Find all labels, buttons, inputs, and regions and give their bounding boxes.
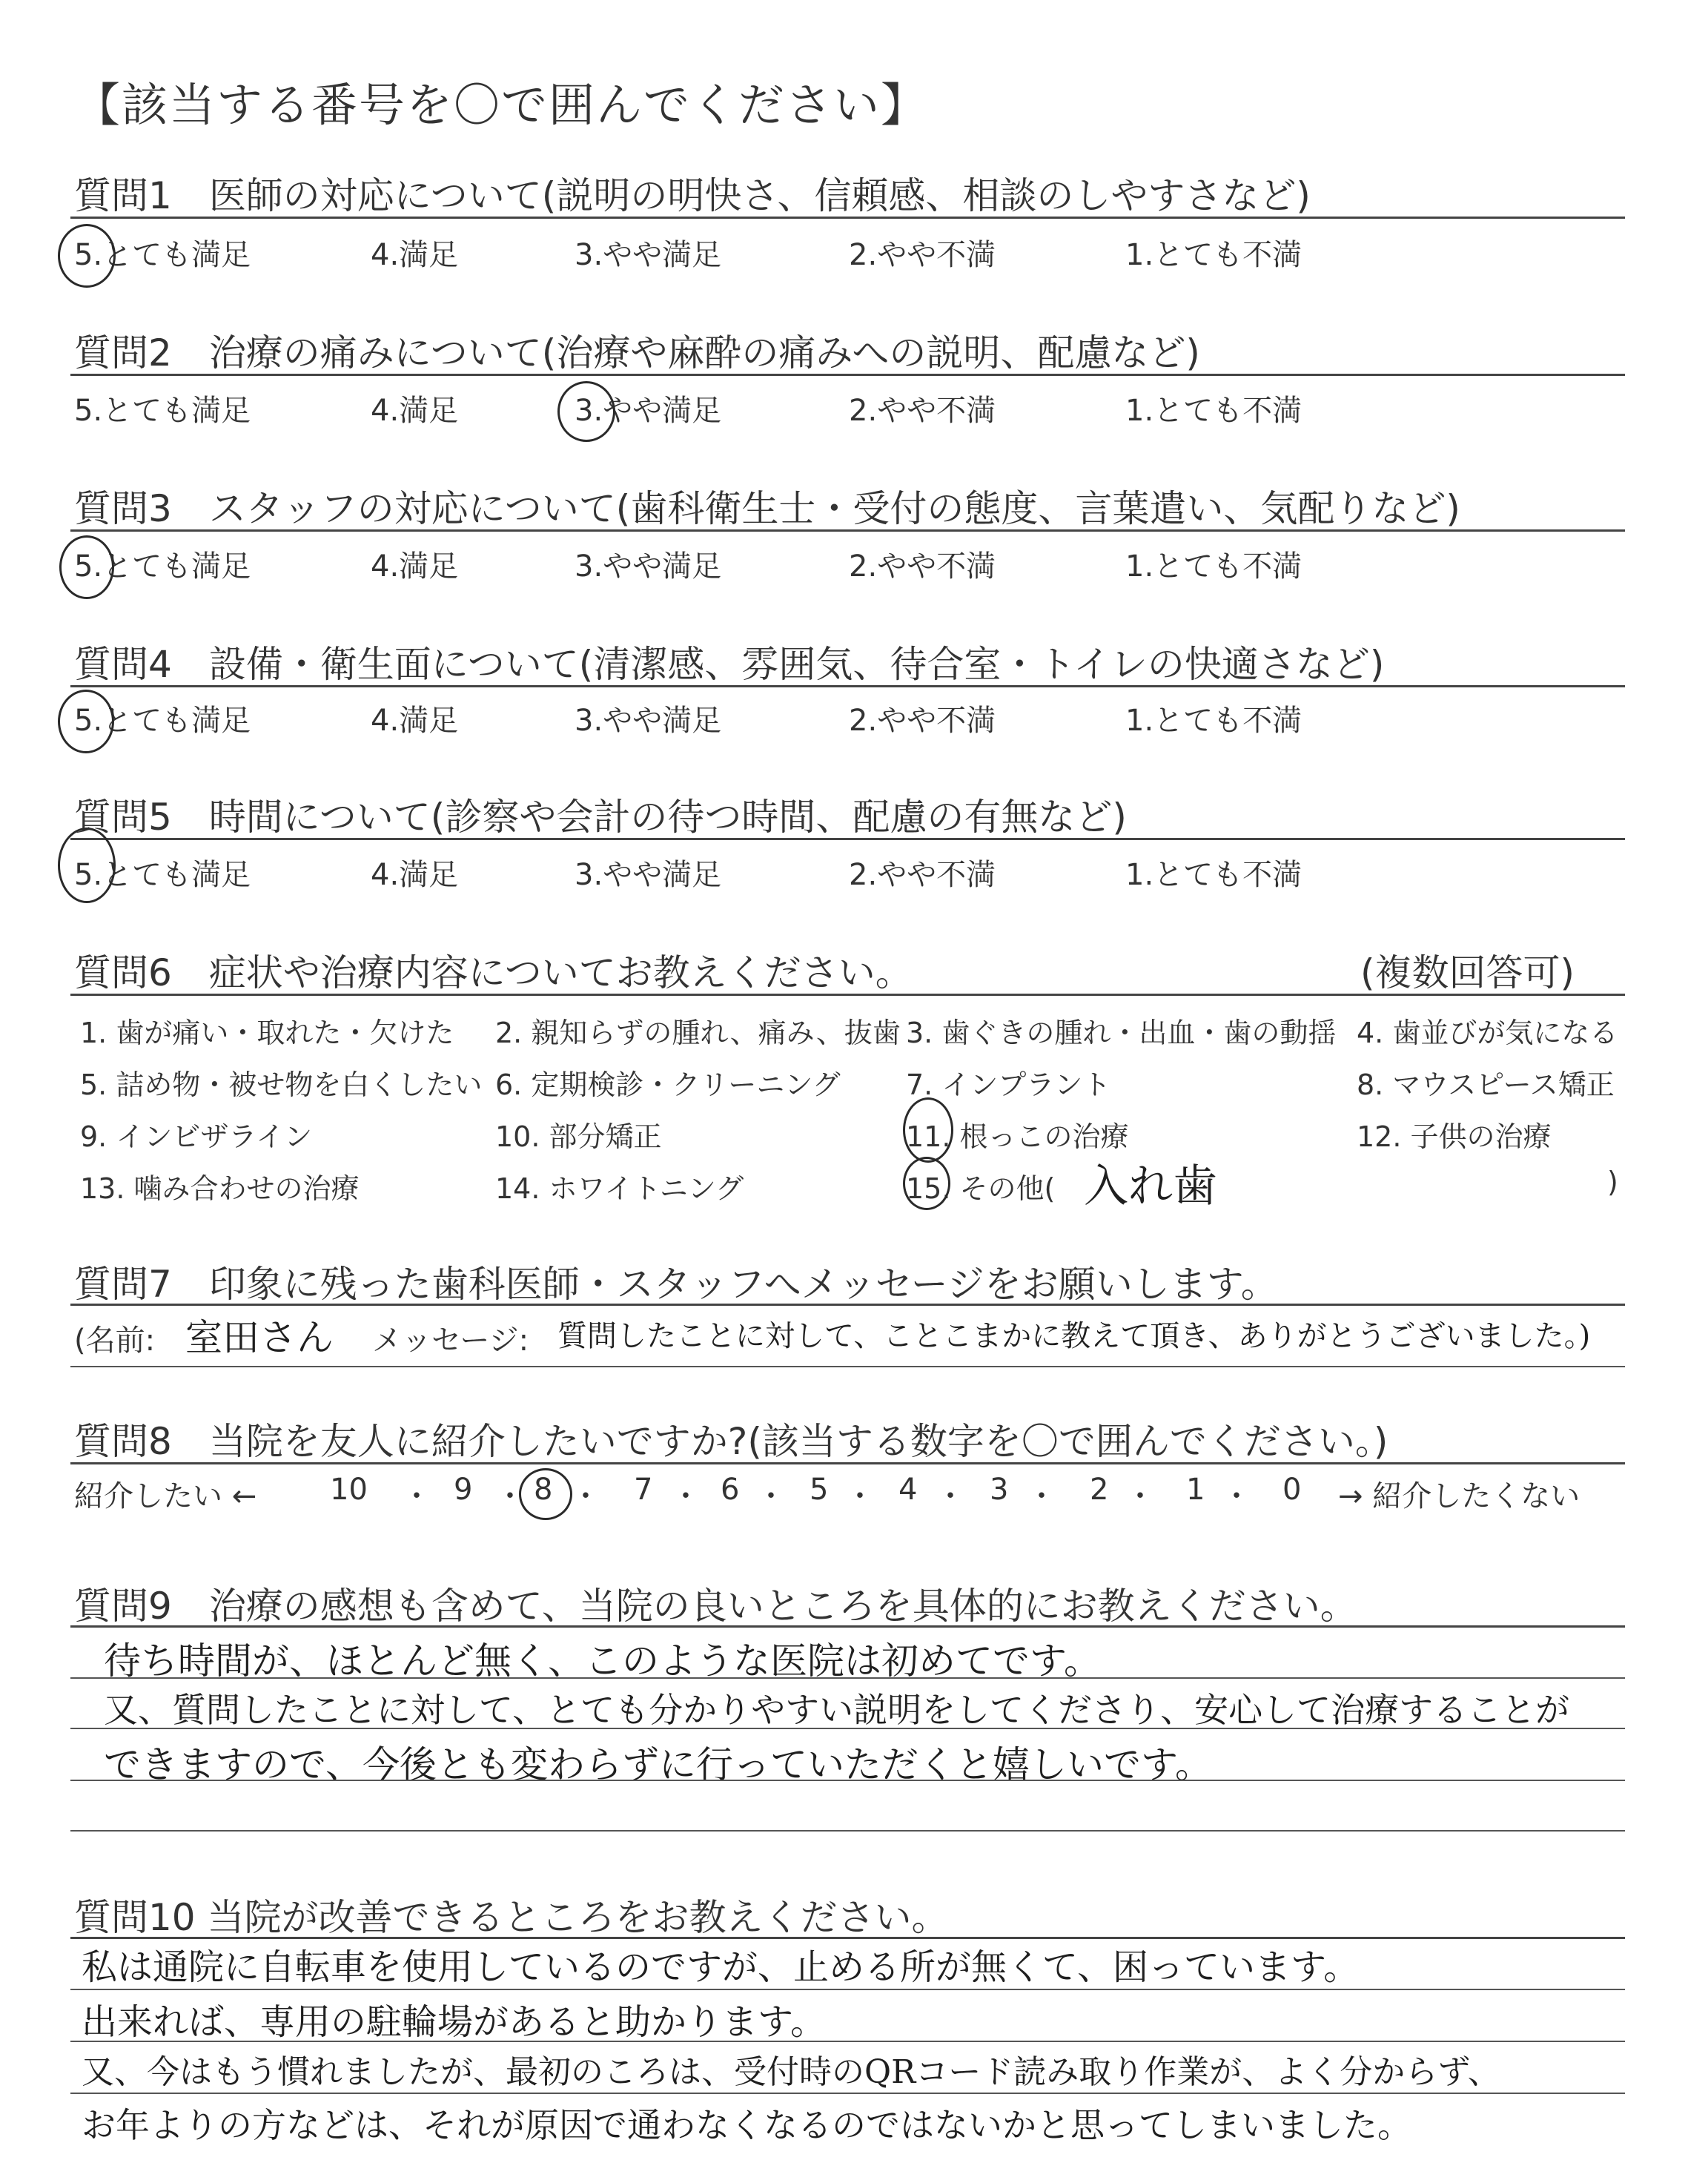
q8-opt-5[interactable]: 5 [810,1473,829,1507]
q6-opt-11[interactable]: 11. 根っこの治療 [906,1120,1129,1153]
q10-heading [74,1888,949,1941]
q7-name-label: (名前: [74,1324,156,1358]
q4-label: 質問4 [74,643,172,686]
q8-heading [74,1412,1388,1465]
q8-dot: ・ [756,1479,786,1513]
q9-line-2[interactable]: 又、質問したことに対して、とても分かりやすい説明をしてくださり、安心して治療することが [104,1690,1570,1730]
q2-answer-circle [557,381,615,442]
q10-line-4[interactable]: お年よりの方などは、それが原因で通わなくなるのではないかと思ってしまいました。 [82,2105,1411,2145]
q6-rule [70,994,1625,996]
q4-rule [70,685,1625,687]
q9-line-rule-1 [70,1677,1625,1679]
q2-opt-4[interactable]: 4.満足 [371,394,459,428]
q4-answer-circle [58,690,114,753]
q5-opt-3[interactable]: 3.やや満足 [575,858,722,892]
q6-other-answer[interactable]: 入れ歯 [1084,1160,1217,1212]
q1-opt-4[interactable]: 4.満足 [371,238,459,272]
q8-opt-7[interactable]: 7 [634,1473,653,1507]
q8-opt-8[interactable]: 8 [534,1473,553,1507]
q8-right-label: → 紹介したくない [1338,1479,1580,1513]
q6-other-close: ) [1607,1166,1618,1198]
q10-line-rule-3 [70,2093,1625,2094]
q6-opt-4[interactable]: 4. 歯並びが気になる [1357,1017,1618,1049]
q4-opt-1[interactable]: 1.とても不満 [1125,704,1302,738]
q6-note: (複数回答可) [1360,951,1575,994]
q4-opt-3[interactable]: 3.やや満足 [575,704,722,738]
q5-opt-4[interactable]: 4.満足 [371,858,459,892]
q1-rule [70,217,1625,219]
q3-text: スタッフの対応について(歯科衛生士・受付の態度、言葉遣い、気配りなど) [208,487,1460,530]
q2-opt-2[interactable]: 2.やや不満 [849,394,996,428]
q8-dot: ・ [845,1479,875,1513]
q3-opt-5[interactable]: 5.とても満足 [74,549,251,584]
q9-heading [74,1576,1357,1630]
q3-rule [70,529,1625,532]
q6-opt-15[interactable]: 15. その他( [906,1172,1056,1205]
q8-opt-4[interactable]: 4 [898,1473,918,1507]
q1-opt-3[interactable]: 3.やや満足 [575,238,722,272]
q1-opt-2[interactable]: 2.やや不満 [849,238,996,272]
q8-answer-circle [519,1468,572,1520]
q6-opt-10[interactable]: 10. 部分矯正 [495,1120,662,1153]
q3-answer-circle [59,535,114,599]
q8-text: 当院を友人に紹介したいですか?(該当する数字を〇で囲んでください。) [208,1420,1388,1463]
q8-dot: ・ [571,1479,600,1513]
q9-line-rule-3 [70,1780,1625,1781]
q5-opt-1[interactable]: 1.とても不満 [1125,858,1302,892]
q9-line-1[interactable]: 待ち時間が、ほとんど無く、このような医院は初めてです。 [104,1639,1101,1682]
q8-opt-0[interactable]: 0 [1282,1473,1302,1507]
q8-opt-10[interactable]: 10 [330,1473,368,1507]
q5-rule [70,838,1625,840]
q4-opt-4[interactable]: 4.満足 [371,704,459,738]
q10-line-1[interactable]: 私は通院に自転車を使用しているのですが、止める所が無くて、困っています。 [82,1946,1360,1988]
q5-heading [74,787,1127,841]
q3-label: 質問3 [74,487,172,530]
q9-label: 質問9 [74,1585,172,1628]
q5-label: 質問5 [74,796,172,839]
q2-label: 質問2 [74,331,172,374]
q3-heading [74,479,1460,532]
q10-line-rule-1 [70,1989,1625,1990]
q8-rule [70,1462,1625,1464]
q6-opt-3[interactable]: 3. 歯ぐきの腫れ・出血・歯の動揺 [906,1017,1337,1049]
q6-opt-1[interactable]: 1. 歯が痛い・取れた・欠けた [80,1017,454,1049]
q4-text: 設備・衛生面について(清潔感、雰囲気、待合室・トイレの快適さなど) [208,643,1385,686]
q6-text: 症状や治療内容についてお教えください。 [208,951,913,994]
q1-text: 医師の対応について(説明の明快さ、信頼感、相談のしやすさなど) [208,174,1311,217]
q6-opt-5[interactable]: 5. 詰め物・被せ物を白くしたい [80,1069,483,1101]
q6-opt-7[interactable]: 7. インプラント [906,1069,1111,1101]
q10-line-2[interactable]: 出来れば、専用の駐輪場があると助かります。 [82,2001,827,2043]
q10-line-3[interactable]: 又、今はもう慣れましたが、最初のころは、受付時のQRコード読み取り作業が、よく分からず、 [82,2053,1500,2091]
q5-opt-5[interactable]: 5.とても満足 [74,858,251,892]
q6-opt-9[interactable]: 9. インビザライン [80,1120,313,1153]
form-title: 【該当する番号を〇で囲んでください】 [74,78,929,132]
q6-opt-2[interactable]: 2. 親知らずの腫れ、痛み、抜歯 [495,1017,901,1049]
q9-text: 治療の感想も含めて、当院の良いところを具体的にお教えください。 [208,1585,1357,1628]
q8-opt-6[interactable]: 6 [721,1473,740,1507]
q6-answer-circle-15 [903,1157,950,1210]
q10-text: 当院が改善できるところをお教えください。 [207,1896,949,1939]
q6-answer-circle-11 [903,1097,953,1163]
q6-opt-13[interactable]: 13. 噛み合わせの治療 [80,1172,360,1205]
q7-name-value[interactable]: 室田さん [185,1316,334,1359]
q9-line-rule-2 [70,1728,1625,1729]
q8-dot: ・ [1027,1479,1056,1513]
q8-dot: ・ [936,1479,965,1513]
q7-rule [70,1304,1625,1306]
q1-opt-1[interactable]: 1.とても不満 [1125,238,1302,272]
q1-label: 質問1 [74,174,172,217]
q6-opt-8[interactable]: 8. マウスピース矯正 [1357,1069,1615,1101]
q7-message-line [70,1366,1625,1367]
q8-opt-1[interactable]: 1 [1186,1473,1205,1507]
q3-opt-1[interactable]: 1.とても不満 [1125,549,1302,584]
q6-opt-6[interactable]: 6. 定期検診・クリーニング [495,1069,841,1101]
q6-opt-14[interactable]: 14. ホワイトニング [495,1172,744,1205]
q8-opt-3[interactable]: 3 [990,1473,1009,1507]
q8-left-label: 紹介したい ← [74,1479,257,1513]
q8-label: 質問8 [74,1420,172,1463]
q2-opt-3[interactable]: 3.やや満足 [575,394,722,428]
q2-text: 治療の痛みについて(治療や麻酔の痛みへの説明、配慮など) [208,331,1200,374]
q8-dot: ・ [1125,1479,1155,1513]
q7-label: 質問7 [74,1263,172,1306]
q5-answer-circle [58,828,116,903]
q9-line-3[interactable]: できますので、今後とも変わらずに行っていただくと嬉しいです。 [104,1743,1212,1786]
q7-heading [74,1255,1278,1308]
q1-opt-5[interactable]: 5.とても満足 [74,238,251,272]
q8-dot: ・ [671,1479,701,1513]
q5-opt-2[interactable]: 2.やや不満 [849,858,996,892]
q8-dot: ・ [402,1479,431,1513]
q2-rule [70,374,1625,376]
q6-heading [74,943,913,997]
q1-heading [74,166,1311,219]
q2-opt-5[interactable]: 5.とても満足 [74,394,251,428]
q4-opt-2[interactable]: 2.やや不満 [849,704,996,738]
q2-heading [74,323,1200,377]
q7-text: 印象に残った歯科医師・スタッフへメッセージをお願いします。 [208,1263,1278,1306]
q6-label: 質問6 [74,951,172,994]
q9-rule [70,1625,1625,1628]
q10-label: 質問10 [74,1896,196,1939]
q8-dot: ・ [495,1479,525,1513]
q8-opt-2[interactable]: 2 [1090,1473,1109,1507]
q7-message-value[interactable]: 質問したことに対して、ことこまかに教えて頂き、ありがとうございました。) [557,1319,1591,1353]
q4-heading [74,635,1384,688]
q6-opt-12[interactable]: 12. 子供の治療 [1357,1120,1552,1153]
q5-text: 時間について(診察や会計の待つ時間、配慮の有無など) [208,796,1127,839]
q3-opt-4[interactable]: 4.満足 [371,549,459,584]
q9-line-rule-4 [70,1830,1625,1832]
q10-line-rule-2 [70,2041,1625,2042]
q8-opt-9[interactable]: 9 [454,1473,473,1507]
q7-message-label: メッセージ: [372,1324,529,1358]
q2-opt-1[interactable]: 1.とても不満 [1125,394,1302,428]
q4-opt-5[interactable]: 5.とても満足 [74,704,251,738]
q1-answer-circle [58,224,116,288]
q8-dot: ・ [1222,1479,1251,1513]
q3-opt-2[interactable]: 2.やや不満 [849,549,996,584]
q3-opt-3[interactable]: 3.やや満足 [575,549,722,584]
